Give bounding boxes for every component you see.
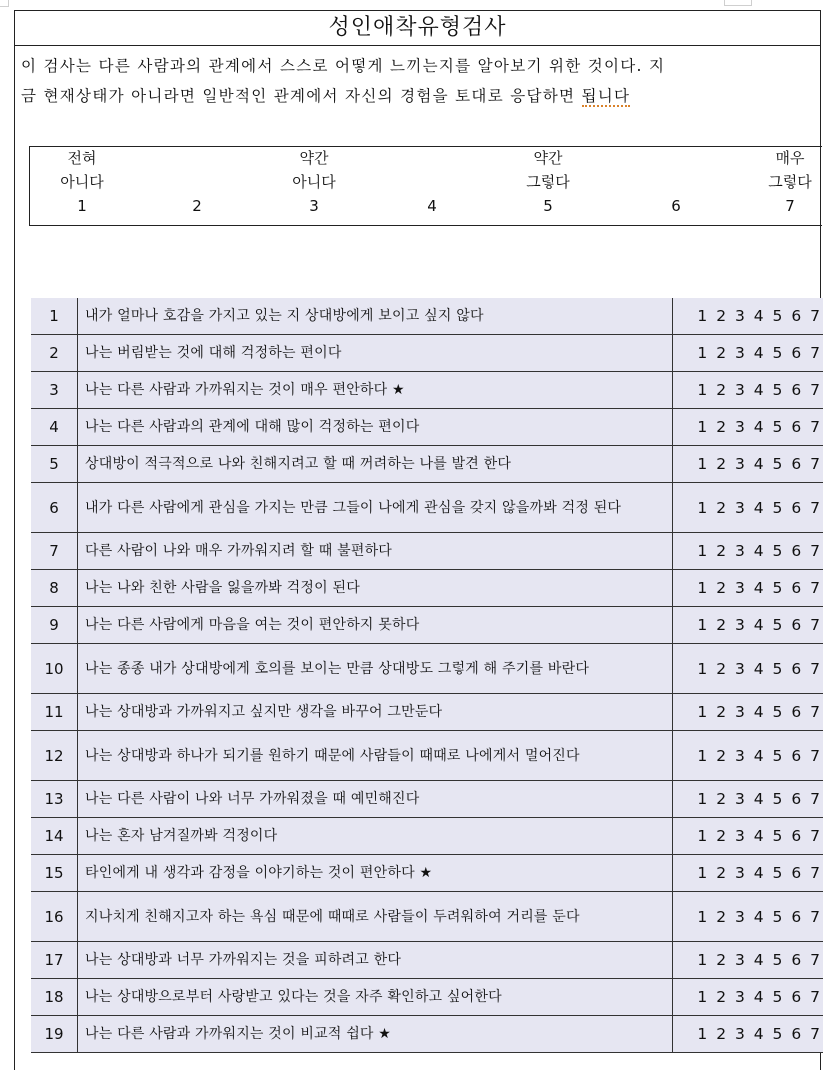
scale-point-1 [42,147,122,219]
rating-options[interactable]: 1 2 3 4 5 6 7 [673,335,824,372]
scale-label: 아니다 [60,173,104,191]
scale-value: 7 [785,197,795,215]
question-number: 4 [31,409,78,446]
question-row [31,372,823,409]
intro-paragraph [21,51,814,111]
question-number: 19 [31,1016,78,1053]
question-row [31,483,823,533]
scale-label: 전혀 [67,149,97,167]
rating-options[interactable]: 1 2 3 4 5 6 7 [673,942,824,979]
question-text: 나는 상대방과 가까워지고 싶지만 생각을 바꾸어 그만둔다 [78,694,673,731]
question-row [31,644,823,694]
question-number: 2 [31,335,78,372]
question-text: 나는 나와 친한 사람을 잃을까봐 걱정이 된다 [78,570,673,607]
rating-options[interactable]: 1 2 3 4 5 6 7 [673,731,824,781]
page-corner-mark [0,0,9,7]
scale-value: 6 [671,197,681,215]
question-number: 14 [31,818,78,855]
scale-label [157,147,237,171]
scale-label: 그렇다 [526,173,570,191]
scale-point-5 [508,147,588,219]
question-text: 내가 얼마나 호감을 가지고 있는 지 상대방에게 보이고 싶지 않다 [78,298,673,335]
scale-value: 3 [309,197,319,215]
scale-label: 아니다 [292,173,336,191]
scale-point-6 [636,147,716,219]
question-number: 18 [31,979,78,1016]
spellcheck-underlined-word: 됩니다 [581,87,631,105]
question-row [31,694,823,731]
scale-value: 5 [543,197,553,215]
scale-point-4 [392,147,472,219]
question-text: 타인에게 내 생각과 감정을 이야기하는 것이 편안하다 ★ [78,855,673,892]
question-number: 10 [31,644,78,694]
scale-label: 매우 [775,149,805,167]
question-text: 나는 다른 사람과 가까워지는 것이 매우 편안하다 ★ [78,372,673,409]
rating-options[interactable]: 1 2 3 4 5 6 7 [673,855,824,892]
question-text: 지나치게 친해지고자 하는 욕심 때문에 때때로 사람들이 두려워하여 거리를 둔다 [78,892,673,942]
question-row [31,892,823,942]
questionnaire-table [31,298,823,1053]
rating-options[interactable]: 1 2 3 4 5 6 7 [673,372,824,409]
question-row [31,607,823,644]
question-text: 상대방이 적극적으로 나와 친해지려고 할 때 꺼려하는 나를 발견 한다 [78,446,673,483]
question-row [31,335,823,372]
scale-value: 1 [77,197,87,215]
question-number: 15 [31,855,78,892]
question-text: 나는 다른 사람이 나와 너무 가까워졌을 때 예민해진다 [78,781,673,818]
question-row [31,731,823,781]
question-number: 16 [31,892,78,942]
question-text: 나는 다른 사람과 가까워지는 것이 비교적 쉽다 ★ [78,1016,673,1053]
page-corner-mark [724,0,752,6]
question-text: 나는 버림받는 것에 대해 걱정하는 편이다 [78,335,673,372]
question-number: 12 [31,731,78,781]
question-number: 7 [31,533,78,570]
question-row [31,818,823,855]
question-number: 3 [31,372,78,409]
question-number: 13 [31,781,78,818]
scale-label: 약간 [533,149,563,167]
rating-options[interactable]: 1 2 3 4 5 6 7 [673,1016,824,1053]
question-number: 9 [31,607,78,644]
question-text: 나는 다른 사람과의 관계에 대해 많이 걱정하는 편이다 [78,409,673,446]
scale-point-2 [157,147,237,219]
scale-value: 2 [192,197,202,215]
rating-options[interactable]: 1 2 3 4 5 6 7 [673,409,824,446]
response-scale [29,146,822,226]
rating-options[interactable]: 1 2 3 4 5 6 7 [673,607,824,644]
rating-options[interactable]: 1 2 3 4 5 6 7 [673,483,824,533]
question-number: 6 [31,483,78,533]
question-text: 나는 상대방과 하나가 되기를 원하기 때문에 사람들이 때때로 나에게서 멀어진다 [78,731,673,781]
question-number: 8 [31,570,78,607]
scale-point-3 [274,147,354,219]
question-text: 내가 다른 사람에게 관심을 가지는 만큼 그들이 나에게 관심을 갖지 않을까봐 걱정 된다 [78,483,673,533]
scale-label [392,171,472,195]
question-row [31,781,823,818]
scale-label [392,147,472,171]
rating-options[interactable]: 1 2 3 4 5 6 7 [673,892,824,942]
intro-line-2-text: 금 현재상태가 아니라면 일반적인 관계에서 자신의 경험을 토대로 응답하면 [21,87,582,105]
question-row [31,979,823,1016]
intro-line-1: 이 검사는 다른 사람과의 관계에서 스스로 어떻게 느끼는지를 알아보기 위한 것이다. 지 [21,57,666,75]
question-row [31,446,823,483]
question-text: 나는 상대방으로부터 사랑받고 있다는 것을 자주 확인하고 싶어한다 [78,979,673,1016]
document-title: 성인애착유형검사 [15,11,820,46]
rating-options[interactable]: 1 2 3 4 5 6 7 [673,818,824,855]
rating-options[interactable]: 1 2 3 4 5 6 7 [673,570,824,607]
scale-label: 약간 [299,149,329,167]
question-row [31,855,823,892]
rating-options[interactable]: 1 2 3 4 5 6 7 [673,979,824,1016]
scale-label [636,147,716,171]
rating-options[interactable]: 1 2 3 4 5 6 7 [673,533,824,570]
question-number: 1 [31,298,78,335]
scale-label: 그렇다 [768,173,812,191]
scale-point-7 [750,147,830,219]
question-number: 5 [31,446,78,483]
question-number: 17 [31,942,78,979]
question-row [31,570,823,607]
scale-label [636,171,716,195]
rating-options[interactable]: 1 2 3 4 5 6 7 [673,644,824,694]
question-text: 나는 혼자 남겨질까봐 걱정이다 [78,818,673,855]
question-row [31,942,823,979]
scale-value: 4 [427,197,437,215]
question-text: 다른 사람이 나와 매우 가까워지려 할 때 불편하다 [78,533,673,570]
question-row [31,1016,823,1053]
question-text: 나는 다른 사람에게 마음을 여는 것이 편안하지 못하다 [78,607,673,644]
question-row [31,533,823,570]
rating-options[interactable]: 1 2 3 4 5 6 7 [673,446,824,483]
rating-options[interactable]: 1 2 3 4 5 6 7 [673,781,824,818]
document-frame [14,10,821,1070]
intro-line-2 [21,81,814,111]
question-text: 나는 종종 내가 상대방에게 호의를 보이는 만큼 상대방도 그렇게 해 주기를 바란다 [78,644,673,694]
scale-label [157,171,237,195]
rating-options[interactable]: 1 2 3 4 5 6 7 [673,694,824,731]
question-text: 나는 상대방과 너무 가까워지는 것을 피하려고 한다 [78,942,673,979]
question-row [31,298,823,335]
question-row [31,409,823,446]
question-number: 11 [31,694,78,731]
rating-options[interactable]: 1 2 3 4 5 6 7 [673,298,824,335]
